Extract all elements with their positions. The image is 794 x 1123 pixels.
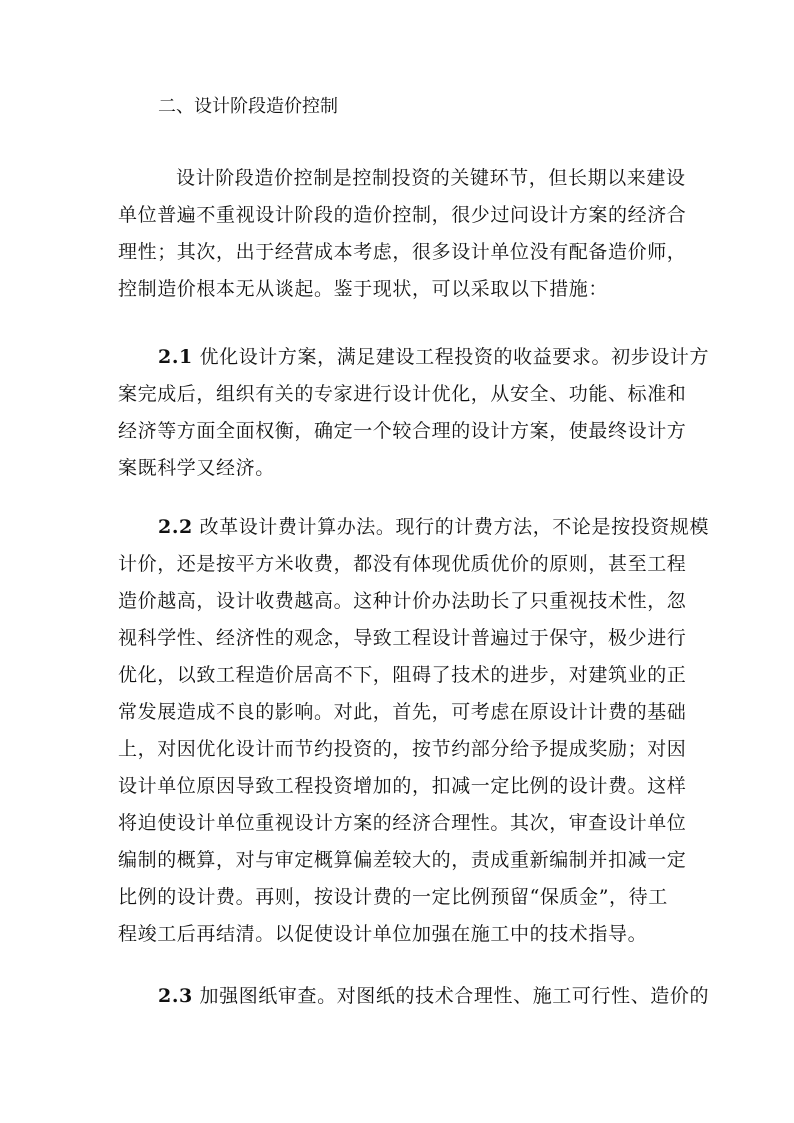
paragraph-number: 2.2 [158,516,193,538]
paragraph-number: 2.1 [158,346,193,368]
paragraph-line: 设计单位原因导致工程投资增加的，扣减一定比例的设计费。这样 [118,775,687,797]
paragraph-line: 改革设计费计算办法。现行的计费方法，不论是按投资规模 [199,516,710,538]
paragraph-line: 视科学性、经济性的观念，导致工程设计普遍过于保守，极少进行 [118,627,687,649]
paragraph-line: 单位普遍不重视设计阶段的造价控制，很少过问设计方案的经济合 [118,204,687,226]
paragraph-line: 将迫使设计单位重视设计方案的经济合理性。其次，审查设计单位 [118,812,687,834]
paragraph-number: 2.3 [158,985,193,1007]
paragraph-2-2 [118,509,710,953]
paragraph-line: 案完成后，组织有关的专家进行设计优化，从安全、功能、标准和 [118,383,687,405]
paragraph-line: 程竣工后再结清。以促使设计单位加强在施工中的技术指导。 [118,923,648,945]
paragraph-first-line [118,978,710,1015]
paragraph-line: 理性；其次，出于经营成本考虑，很多设计单位没有配备造价师， [118,241,687,263]
paragraph-line: 经济等方面全面权衡，确定一个较合理的设计方案，使最终设计方 [118,420,687,442]
paragraph-line: 优化，以致工程造价居高不下，阻碍了技术的进步，对建筑业的正 [118,664,687,686]
paragraph-line: 比例的设计费。再则，按设计费的一定比例预留“保质金”，待工 [118,886,668,908]
paragraph-2-1 [118,339,710,487]
paragraph-intro [118,160,687,308]
paragraph-line: 设计阶段造价控制是控制投资的关键环节，但长期以来建设 [176,167,686,189]
paragraph-first-line [118,509,710,546]
section-heading: 二、设计阶段造价控制 [158,96,338,117]
paragraph-line: 上，对因优化设计而节约投资的，按节约部分给予提成奖励；对因 [118,738,687,760]
paragraph-line: 造价越高，设计收费越高。这种计价办法助长了只重视技术性，忽 [118,590,687,612]
paragraph-2-3 [118,978,710,1015]
paragraph-first-line [118,339,710,376]
paragraph-line: 案既科学又经济。 [118,457,275,479]
paragraph-line: 优化设计方案，满足建设工程投资的收益要求。初步设计方 [199,346,710,368]
paragraph-line: 编制的概算，对与审定概算偏差较大的，责成重新编制并扣减一定 [118,849,687,871]
paragraph-line: 加强图纸审查。对图纸的技术合理性、施工可行性、造价的 [199,985,710,1007]
paragraph-line: 控制造价根本无从谈起。鉴于现状，可以采取以下措施： [118,278,609,300]
paragraph-line: 计价，还是按平方米收费，都没有体现优质优价的原则，甚至工程 [118,553,687,575]
paragraph-line: 常发展造成不良的影响。对此，首先，可考虑在原设计计费的基础 [118,701,687,723]
